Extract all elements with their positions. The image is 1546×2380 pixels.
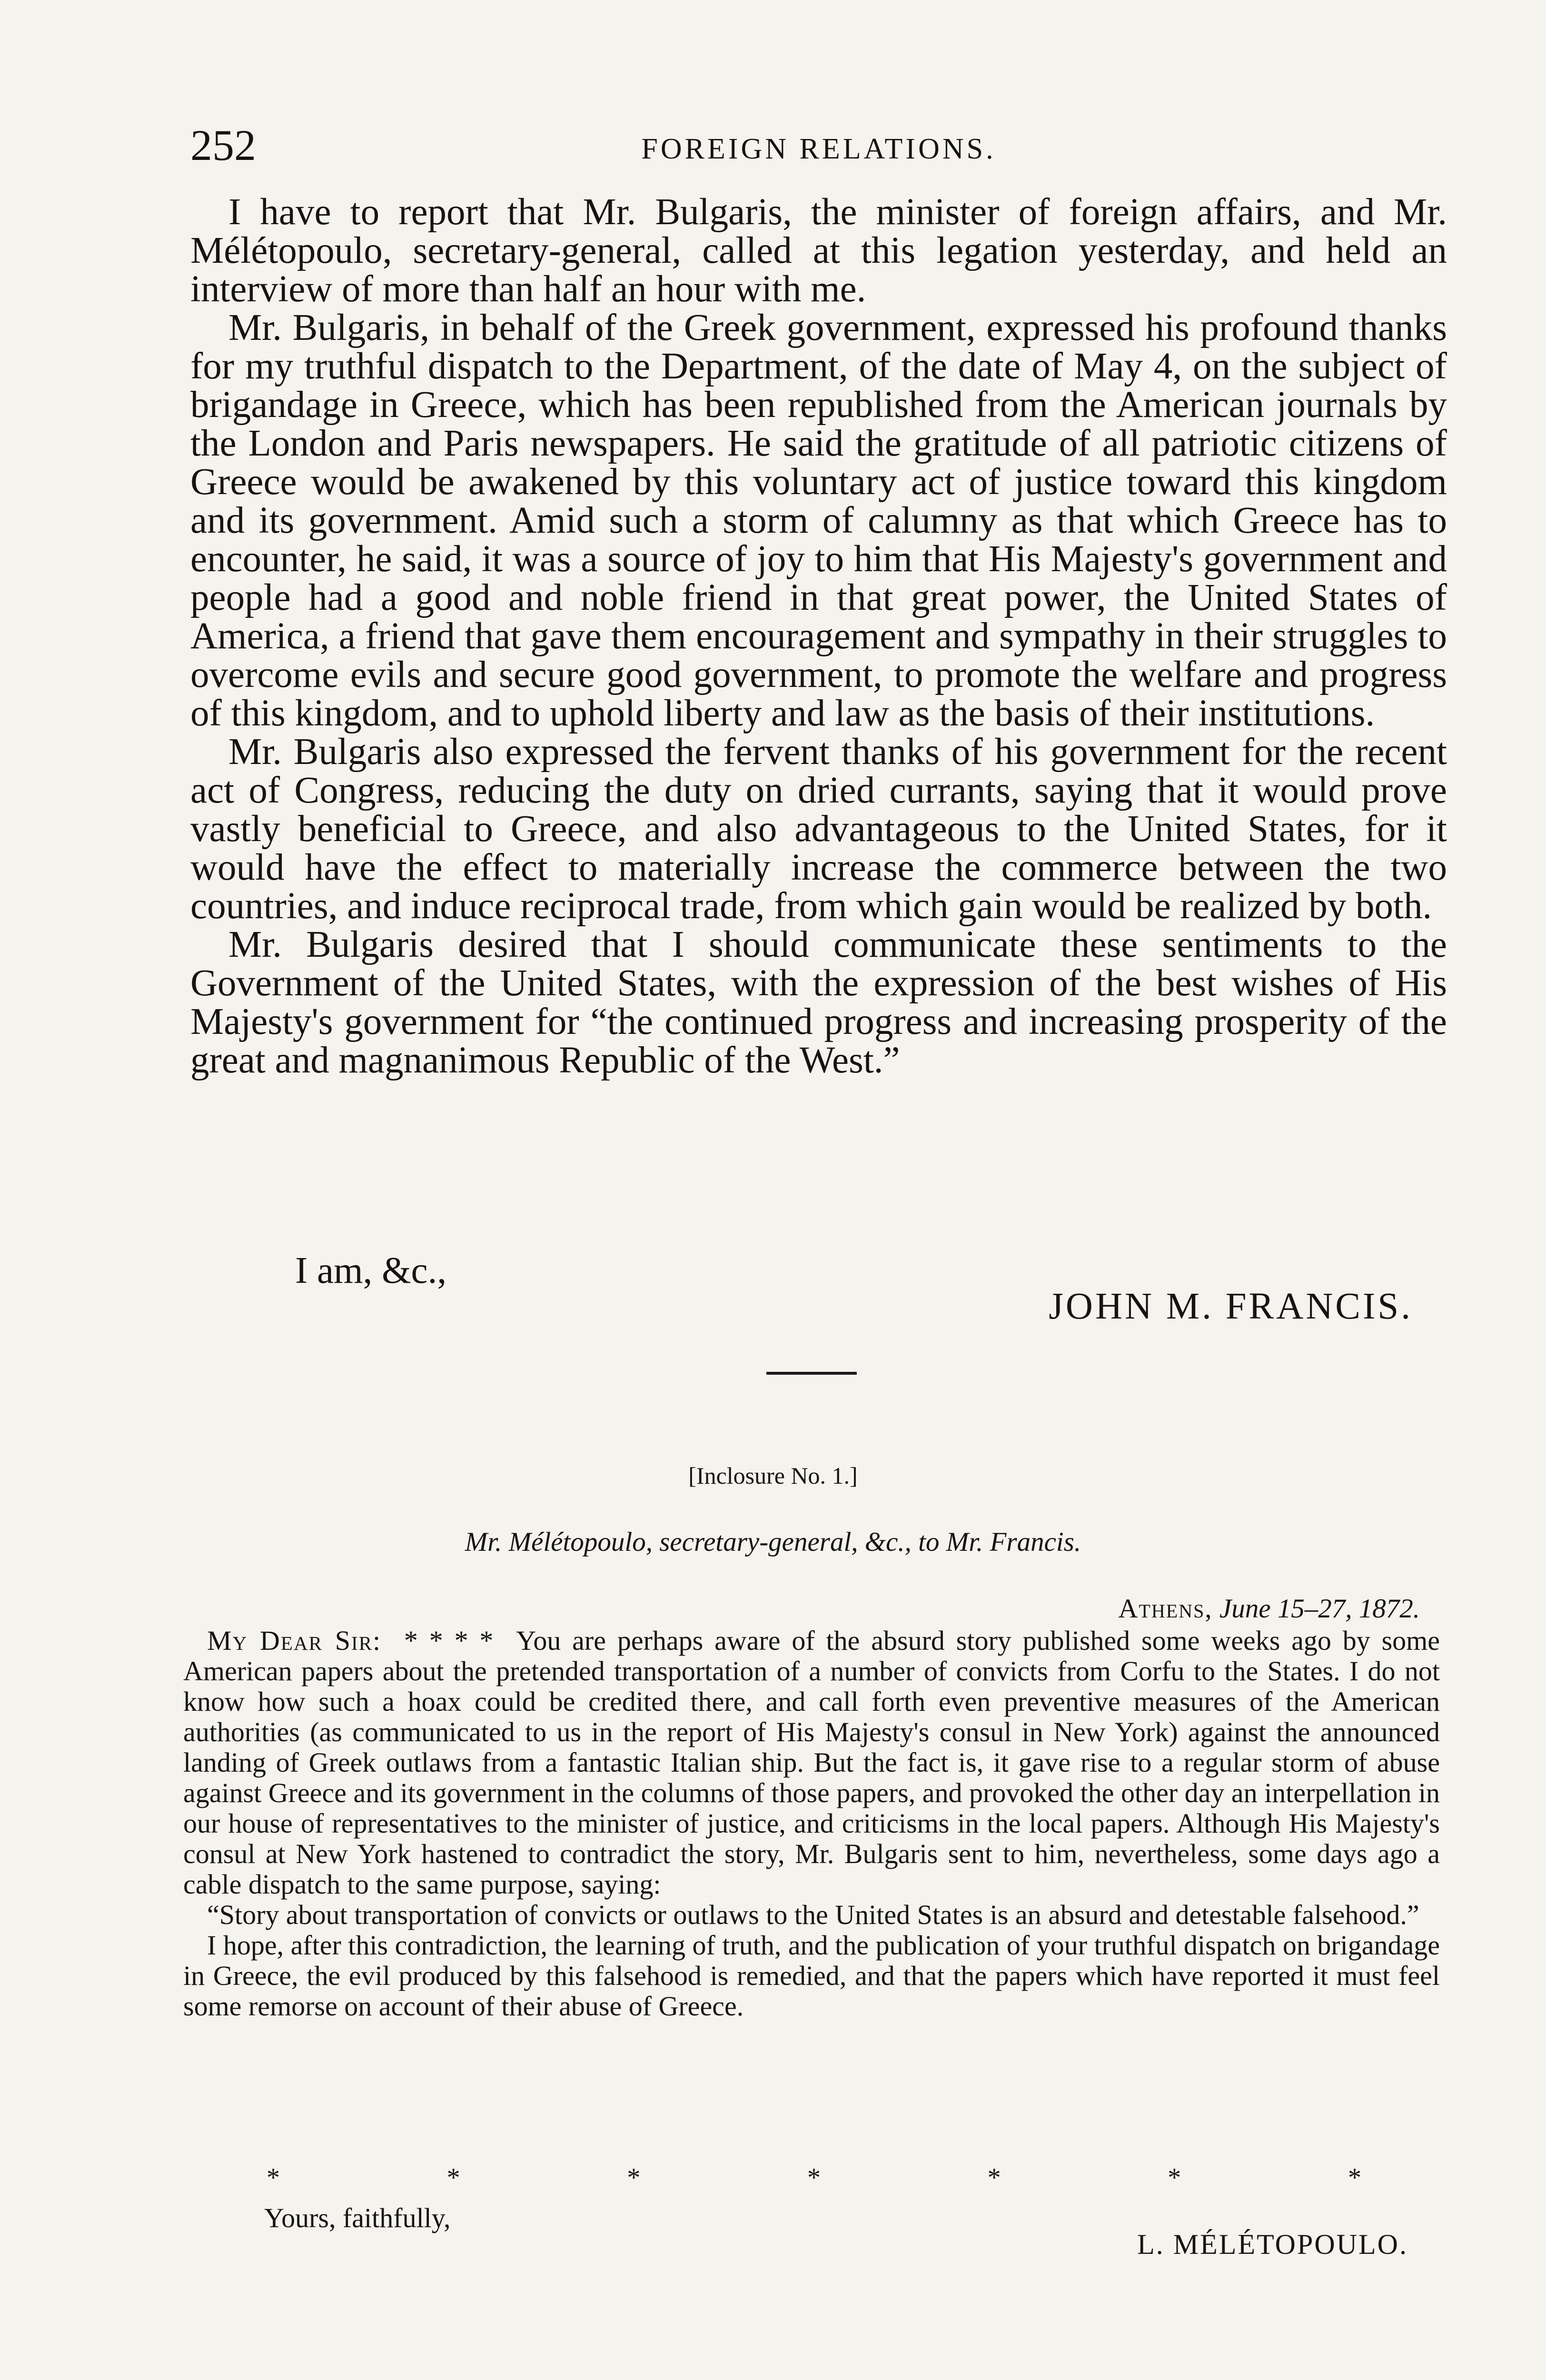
inclosure-paragraph: “Story about transportation of convicts or outlaws to the United States is an absurd and detestable falsehood.” xyxy=(207,1899,1419,1930)
dateline-place: Athens, xyxy=(1118,1594,1213,1624)
star: * xyxy=(446,2163,460,2192)
inclosure-valediction: Yours, faithfully, xyxy=(264,2202,451,2233)
inclosure-signature: L. MÉLÉTOPOULO. xyxy=(1137,2229,1408,2260)
star: * xyxy=(807,2163,821,2192)
inclosure-title: Mr. Mélétopoulo, secretary-general, &c., to Mr. Francis. xyxy=(465,1527,1081,1557)
inline-stars: * * * * xyxy=(404,1625,494,1656)
page-number: 252 xyxy=(190,121,256,169)
star: * xyxy=(627,2163,641,2192)
letter-signature: JOHN M. FRANCIS. xyxy=(1049,1286,1413,1327)
inclosure-paragraph xyxy=(183,1626,1440,1900)
star: * xyxy=(987,2163,1001,2192)
letter-paragraph: Mr. Bulgaris also expressed the fervent thanks of his government for the recent act of Congress, reducing the duty on dried currants, saying that it would prove vastly beneficial to Greece, and also advantageous to the United States, for it would have the effect to materially increase the commerce between the two countries, and induce reciprocal trade, from which gain would be realized by both. xyxy=(190,731,1447,927)
letter-paragraph: Mr. Bulgaris desired that I should communicate these sentiments to the Government of the United States, with the expression of the best wishes of His Majesty's government for “the continued progress and increasing prosperity of the great and magnanimous Republic of the West.” xyxy=(190,924,1447,1081)
inclosure-label: [Inclosure No. 1.] xyxy=(688,1462,858,1489)
inclosure-paragraph: I hope, after this contradiction, the learning of truth, and the publication of your truthful dispatch on brigandage in Greece, the evil produced by this falsehood is remedied, and that the papers which have reported it must feel some remorse on account of their abuse of Greece. xyxy=(183,1930,1440,2022)
dateline-date: June 15–27, 1872. xyxy=(1219,1594,1420,1624)
star: * xyxy=(1348,2163,1361,2192)
dateline xyxy=(1118,1592,1420,1626)
letter-body xyxy=(190,193,1447,1080)
salutation: My Dear Sir: xyxy=(207,1625,382,1656)
letter-paragraph: Mr. Bulgaris, in behalf of the Greek government, expressed his profound thanks for my truthful dispatch to the Department, of the date of May 4, on the subject of brigandage in Greece, which has been republished from the American journals by the London and Paris newspapers. He said the gratitude of all patriotic citizens of Greece would be awakened by this voluntary act of justice toward this kingdom and its government. Amid such a storm of calumny as that which Greece has to encounter, he said, it was a source of joy to him that His Majesty's government and people had a good and noble friend in that great power, the United States of America, a friend that gave them encouragement and sympathy in their struggles to overcome evils and secure good government, to promote the welfare and progress of this kingdom, and to uphold liberty and law as the basis of their institutions. xyxy=(190,307,1447,734)
section-divider xyxy=(766,1372,857,1375)
star: * xyxy=(1168,2163,1181,2192)
running-head: FOREIGN RELATIONS. xyxy=(641,133,996,165)
page-header xyxy=(190,119,1447,176)
star: * xyxy=(267,2163,280,2192)
inclosure-body xyxy=(183,1626,1440,2022)
inclosure-paragraph-text: You are perhaps aware of the absurd story published some weeks ago by some American papers about the pretended transportation of a number of convicts from Corfu to the States. I do not know how such a hoax could be credited there, and call forth even preventive measures of the American authorities (as communicated to us in the report of His Majesty's consul in New York) against the announced landing of Greek outlaws from a fantastic Italian ship. But the fact is, it gave rise to a regular storm of abuse against Greece and its government in the columns of those papers, and provoked the other day an interpellation in our house of representatives to the minister of justice, and criticisms in the local papers. Although His Majesty's consul at New York hastened to contradict the story, Mr. Bulgaris sent to him, nevertheless, some days ago a cable dispatch to the same purpose, saying: xyxy=(183,1625,1440,1900)
letter-closing: I am, &c., xyxy=(295,1250,447,1291)
letter-paragraph: I have to report that Mr. Bulgaris, the minister of foreign affairs, and Mr. Mélétopoulo, secretary-general, called at this legation yesterday, and held an interview of more than half an hour with me. xyxy=(190,191,1447,310)
ellipsis-stars xyxy=(267,2163,1361,2192)
